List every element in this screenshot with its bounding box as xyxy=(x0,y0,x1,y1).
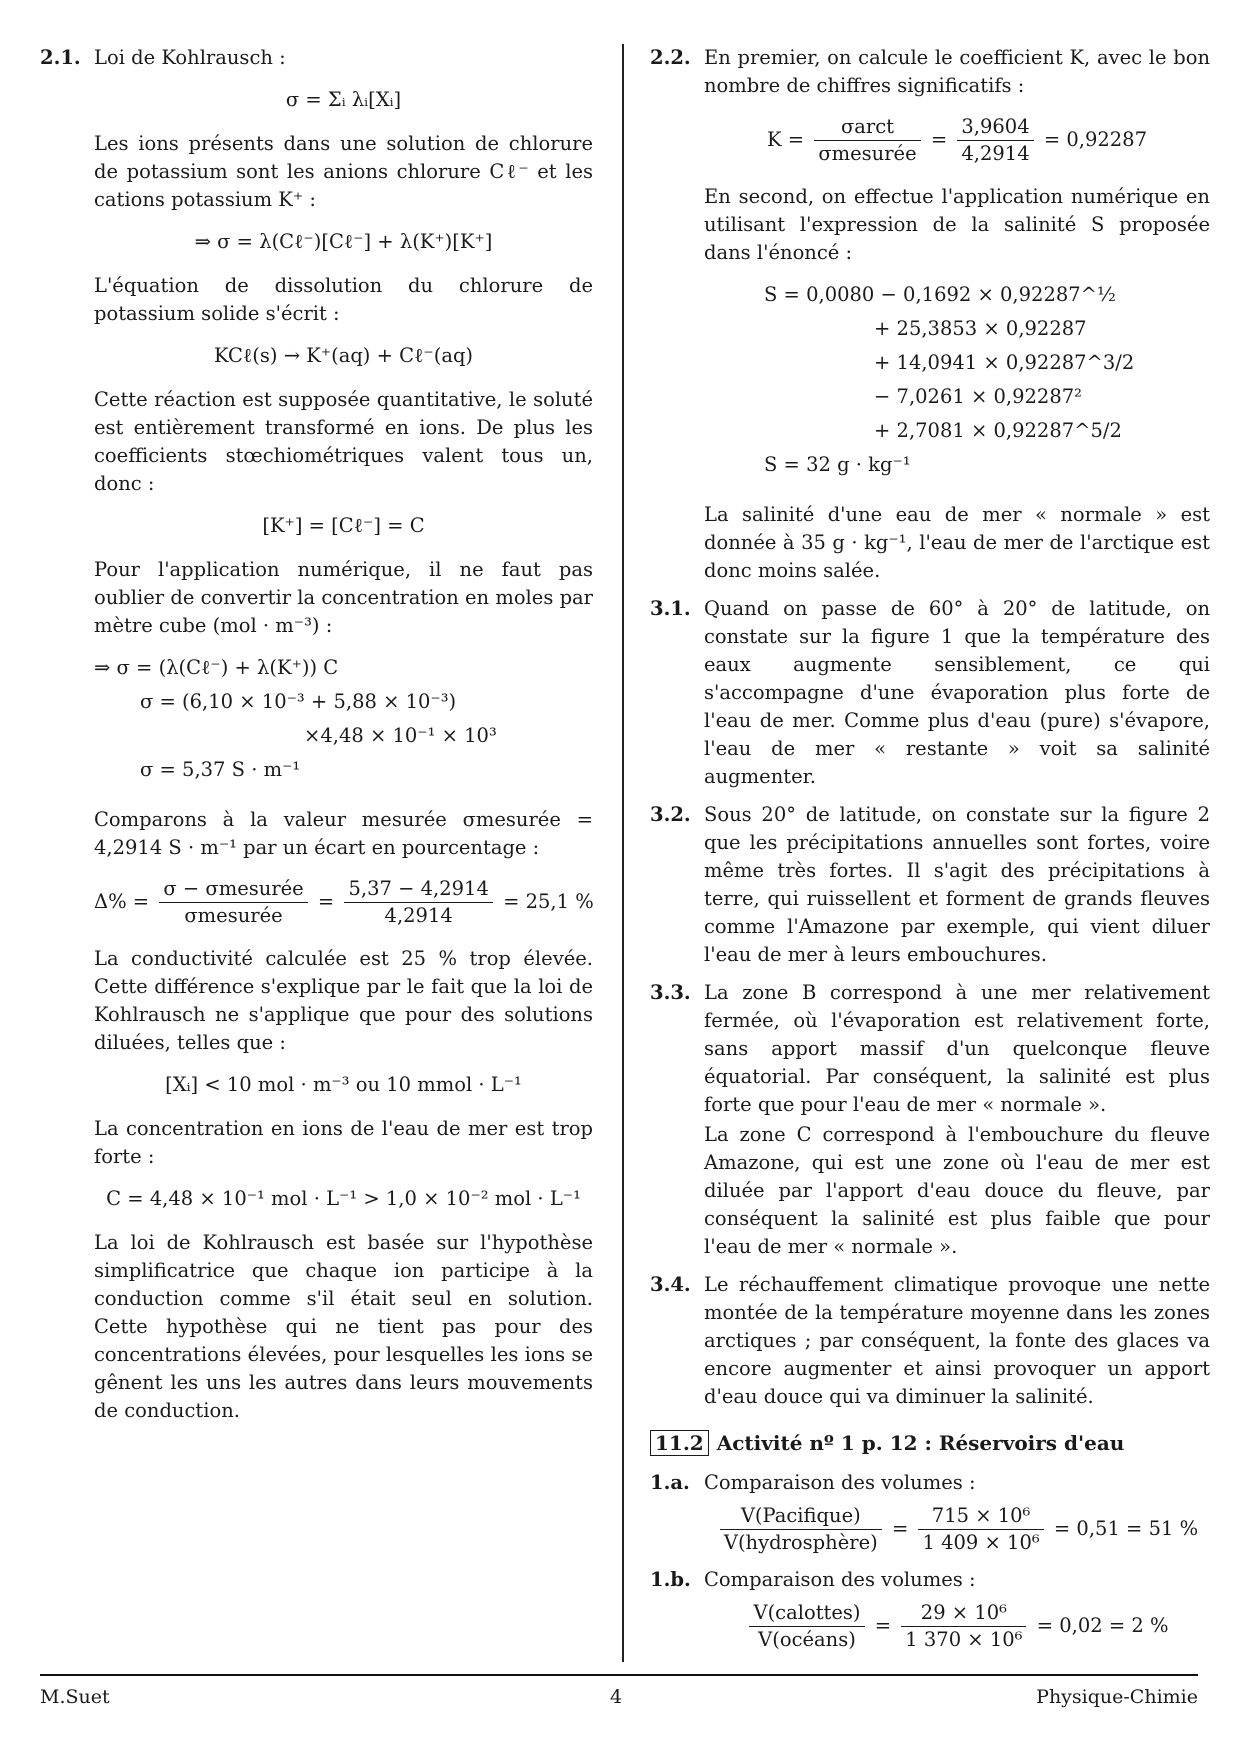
section-number: 2.1. xyxy=(40,46,81,69)
section-number: 3.1. xyxy=(650,597,691,620)
right-column xyxy=(650,44,1210,1663)
numerator: V(Pacifique) xyxy=(720,1503,882,1530)
equation-line: + 2,7081 × 0,92287^5/2 xyxy=(874,419,1122,442)
paragraph: Les ions présents dans une solution de chlorure de potassium sont les anions chlorure Cℓ⁻ et les cations potassium K⁺ : xyxy=(94,132,593,211)
section-2-1 xyxy=(40,44,593,1425)
paragraph: La conductivité calculée est 25 % trop élevée. Cette différence s'explique par le fait que la loi de Kohlrausch ne s'applique que pour des solutions diluées, telles que : xyxy=(94,947,593,1054)
fraction xyxy=(749,1600,864,1653)
equals-sign: = xyxy=(874,1614,892,1637)
paragraph: L'équation de dissolution du chlorure de potassium solide s'écrit : xyxy=(94,274,593,325)
numerator: σarct xyxy=(814,114,920,141)
paragraph: La concentration en ions de l'eau de mer est trop forte : xyxy=(94,1117,593,1168)
concentration-equation: [K⁺] = [Cℓ⁻] = C xyxy=(262,514,425,537)
paragraph: Quand on passe de 60° à 20° de latitude, on constate sur la figure 1 que la température des eaux augmente sensiblement, ce qui s'accompagne d'une évaporation plus forte de l'eau de mer. Comme plus d'eau (pure) s'évapore, l'eau de mer « restante » voit sa salinité augmenter. xyxy=(704,597,1210,788)
section-number: 1.a. xyxy=(650,1471,690,1494)
kohlrausch-law-equation: σ = Σᵢ λᵢ[Xᵢ] xyxy=(285,88,402,111)
denominator: V(océans) xyxy=(758,1628,856,1651)
footer-rule xyxy=(40,1674,1198,1676)
section-1-b xyxy=(650,1566,1210,1653)
paragraph: La zone C correspond à l'embouchure du fleuve Amazone, qui est une zone où l'eau de mer est diluée par l'apport d'eau douce du fleuve, par conséquent la salinité est plus faible que pour l'eau de mer « normale ». xyxy=(704,1123,1210,1258)
paragraph: La loi de Kohlrausch est basée sur l'hypothèse simplificatrice que chaque ion participe à la conduction comme s'il était seul en solution. Cette hypothèse qui ne tient pas pour des concentrations élevées, pour lesquelles les ions se gênent les uns les autres dans leurs mouvements de conduction. xyxy=(94,1231,593,1422)
numerator: 29 × 10⁶ xyxy=(901,1600,1026,1627)
equation-line: + 25,3853 × 0,92287 xyxy=(874,317,1087,340)
denominator: 1 409 × 10⁶ xyxy=(922,1531,1040,1554)
section-number: 2.2. xyxy=(650,46,691,69)
numerator: V(calottes) xyxy=(749,1600,864,1627)
denominator: 4,2914 xyxy=(384,904,453,927)
paragraph: En second, on effectue l'application numérique en utilisant l'expression de la salinité S proposée dans l'énoncé : xyxy=(704,185,1210,264)
fraction xyxy=(918,1503,1043,1556)
equals-sign: = xyxy=(930,128,948,151)
fraction xyxy=(901,1600,1026,1653)
seawater-concentration: C = 4,48 × 10⁻¹ mol · L⁻¹ > 1,0 × 10⁻² mol · L⁻¹ xyxy=(106,1187,581,1210)
fraction xyxy=(957,114,1033,167)
section-number: 3.4. xyxy=(650,1273,691,1296)
section-title: Loi de Kohlrausch : xyxy=(94,46,286,69)
paragraph: La salinité d'une eau de mer « normale » est donnée à 35 g · kg⁻¹, l'eau de mer de l'arctique est donc moins salée. xyxy=(704,503,1210,582)
dissolution-equation: KCℓ(s) → K⁺(aq) + Cℓ⁻(aq) xyxy=(213,344,474,367)
paragraph: Comparaison des volumes : xyxy=(704,1471,976,1494)
activity-heading xyxy=(650,1429,1210,1457)
column-divider xyxy=(622,44,624,1662)
sigma-equation: ⇒ σ = λ(Cℓ⁻)[Cℓ⁻] + λ(K⁺)[K⁺] xyxy=(194,230,493,253)
dilution-condition: [Xᵢ] < 10 mol · m⁻³ ou 10 mmol · L⁻¹ xyxy=(165,1073,522,1096)
footer-page-number: 4 xyxy=(610,1686,623,1708)
fraction xyxy=(720,1503,882,1556)
numerator: 715 × 10⁶ xyxy=(918,1503,1043,1530)
numerator: 5,37 − 4,2914 xyxy=(344,876,492,903)
volume-ratio-equation xyxy=(704,1600,1210,1653)
equation-line: σ = (6,10 × 10⁻³ + 5,88 × 10⁻³) xyxy=(140,690,457,713)
result: = 25,1 % xyxy=(503,890,594,913)
volume-ratio-equation xyxy=(704,1503,1210,1556)
denominator: 4,2914 xyxy=(961,142,1030,165)
equation-line: S = 0,0080 − 0,1692 × 0,92287^½ xyxy=(764,283,1116,306)
section-3-2 xyxy=(650,801,1210,969)
paragraph: Le réchauffement climatique provoque une nette montée de la température moyenne dans les zones arctiques ; par conséquent, la fonte des glaces va encore augmenter et ainsi provoquer un apport d'eau douce qui va diminuer la salinité. xyxy=(704,1273,1210,1408)
percentage-deviation-equation xyxy=(94,876,593,929)
paragraph: Pour l'application numérique, il ne faut pas oublier de convertir la concentration en moles par mètre cube (mol · m⁻³) : xyxy=(94,558,593,637)
equals-sign: = xyxy=(317,890,335,913)
equation-line: ×4,48 × 10⁻¹ × 10³ xyxy=(304,724,497,747)
equals-sign: = xyxy=(891,1517,909,1540)
activity-number-box: 11.2 xyxy=(650,1430,709,1456)
paragraph: Sous 20° de latitude, on constate sur la figure 2 que les précipitations annuelles sont fortes, voire même très fortes. Il s'agit des précipitations à terre, qui ruissellent et forment de grands fleuves comme l'Amazone par exemple, qui vient diluer l'eau de mer à leurs embouchures. xyxy=(704,803,1210,966)
eq-lhs: Δ% = xyxy=(94,890,150,913)
fraction xyxy=(344,876,492,929)
equation-line: − 7,0261 × 0,92287² xyxy=(874,385,1082,408)
footer-subject: Physique-Chimie xyxy=(1036,1686,1198,1708)
salinity-calculation xyxy=(704,281,1210,485)
numerator: 3,9604 xyxy=(957,114,1033,141)
k-equation xyxy=(704,114,1210,167)
footer-author: M.Suet xyxy=(40,1686,110,1708)
denominator: 1 370 × 10⁶ xyxy=(905,1628,1023,1651)
eq-lhs: K = xyxy=(767,128,805,151)
equation-line: σ = 5,37 S · m⁻¹ xyxy=(140,758,301,781)
section-3-1 xyxy=(650,595,1210,791)
paragraph: Cette réaction est supposée quantitative, le soluté est entièrement transformé en ions. De plus les coefficients stœchiométriques valent tous un, donc : xyxy=(94,388,593,495)
section-1-a xyxy=(650,1469,1210,1556)
section-number: 1.b. xyxy=(650,1568,691,1591)
result: = 0,92287 xyxy=(1043,128,1147,151)
paragraph: En premier, on calcule le coefficient K, avec le bon nombre de chiffres significatifs : xyxy=(704,46,1210,97)
numerator: σ − σmesurée xyxy=(159,876,307,903)
equation-line: + 14,0941 × 0,92287^3/2 xyxy=(874,351,1135,374)
denominator: V(hydrosphère) xyxy=(723,1531,878,1554)
denominator: σmesurée xyxy=(184,904,283,927)
activity-title: Activité nº 1 p. 12 : Réservoirs d'eau xyxy=(716,1431,1125,1455)
result: = 0,51 = 51 % xyxy=(1053,1517,1199,1540)
section-2-2 xyxy=(650,44,1210,585)
section-3-4 xyxy=(650,1271,1210,1411)
paragraph: Comparons à la valeur mesurée σmesurée = 4,2914 S · m⁻¹ par un écart en pourcentage : xyxy=(94,808,593,859)
result: = 0,02 = 2 % xyxy=(1036,1614,1169,1637)
fraction xyxy=(159,876,307,929)
fraction xyxy=(814,114,920,167)
equation-line: ⇒ σ = (λ(Cℓ⁻) + λ(K⁺)) C xyxy=(94,656,339,679)
equation-line: S = 32 g · kg⁻¹ xyxy=(764,453,911,476)
section-number: 3.2. xyxy=(650,803,691,826)
paragraph: La zone B correspond à une mer relativement fermée, où l'évaporation est relativement forte, sans apport massif d'un quelconque fleuve équatorial. Par conséquent, la salinité est plus forte que pour l'eau de mer « normale ». xyxy=(704,981,1210,1116)
denominator: σmesurée xyxy=(818,142,917,165)
section-number: 3.3. xyxy=(650,981,691,1004)
paragraph: Comparaison des volumes : xyxy=(704,1568,976,1591)
left-column xyxy=(40,44,593,1435)
section-3-3 xyxy=(650,979,1210,1261)
sigma-calculation xyxy=(94,654,593,790)
